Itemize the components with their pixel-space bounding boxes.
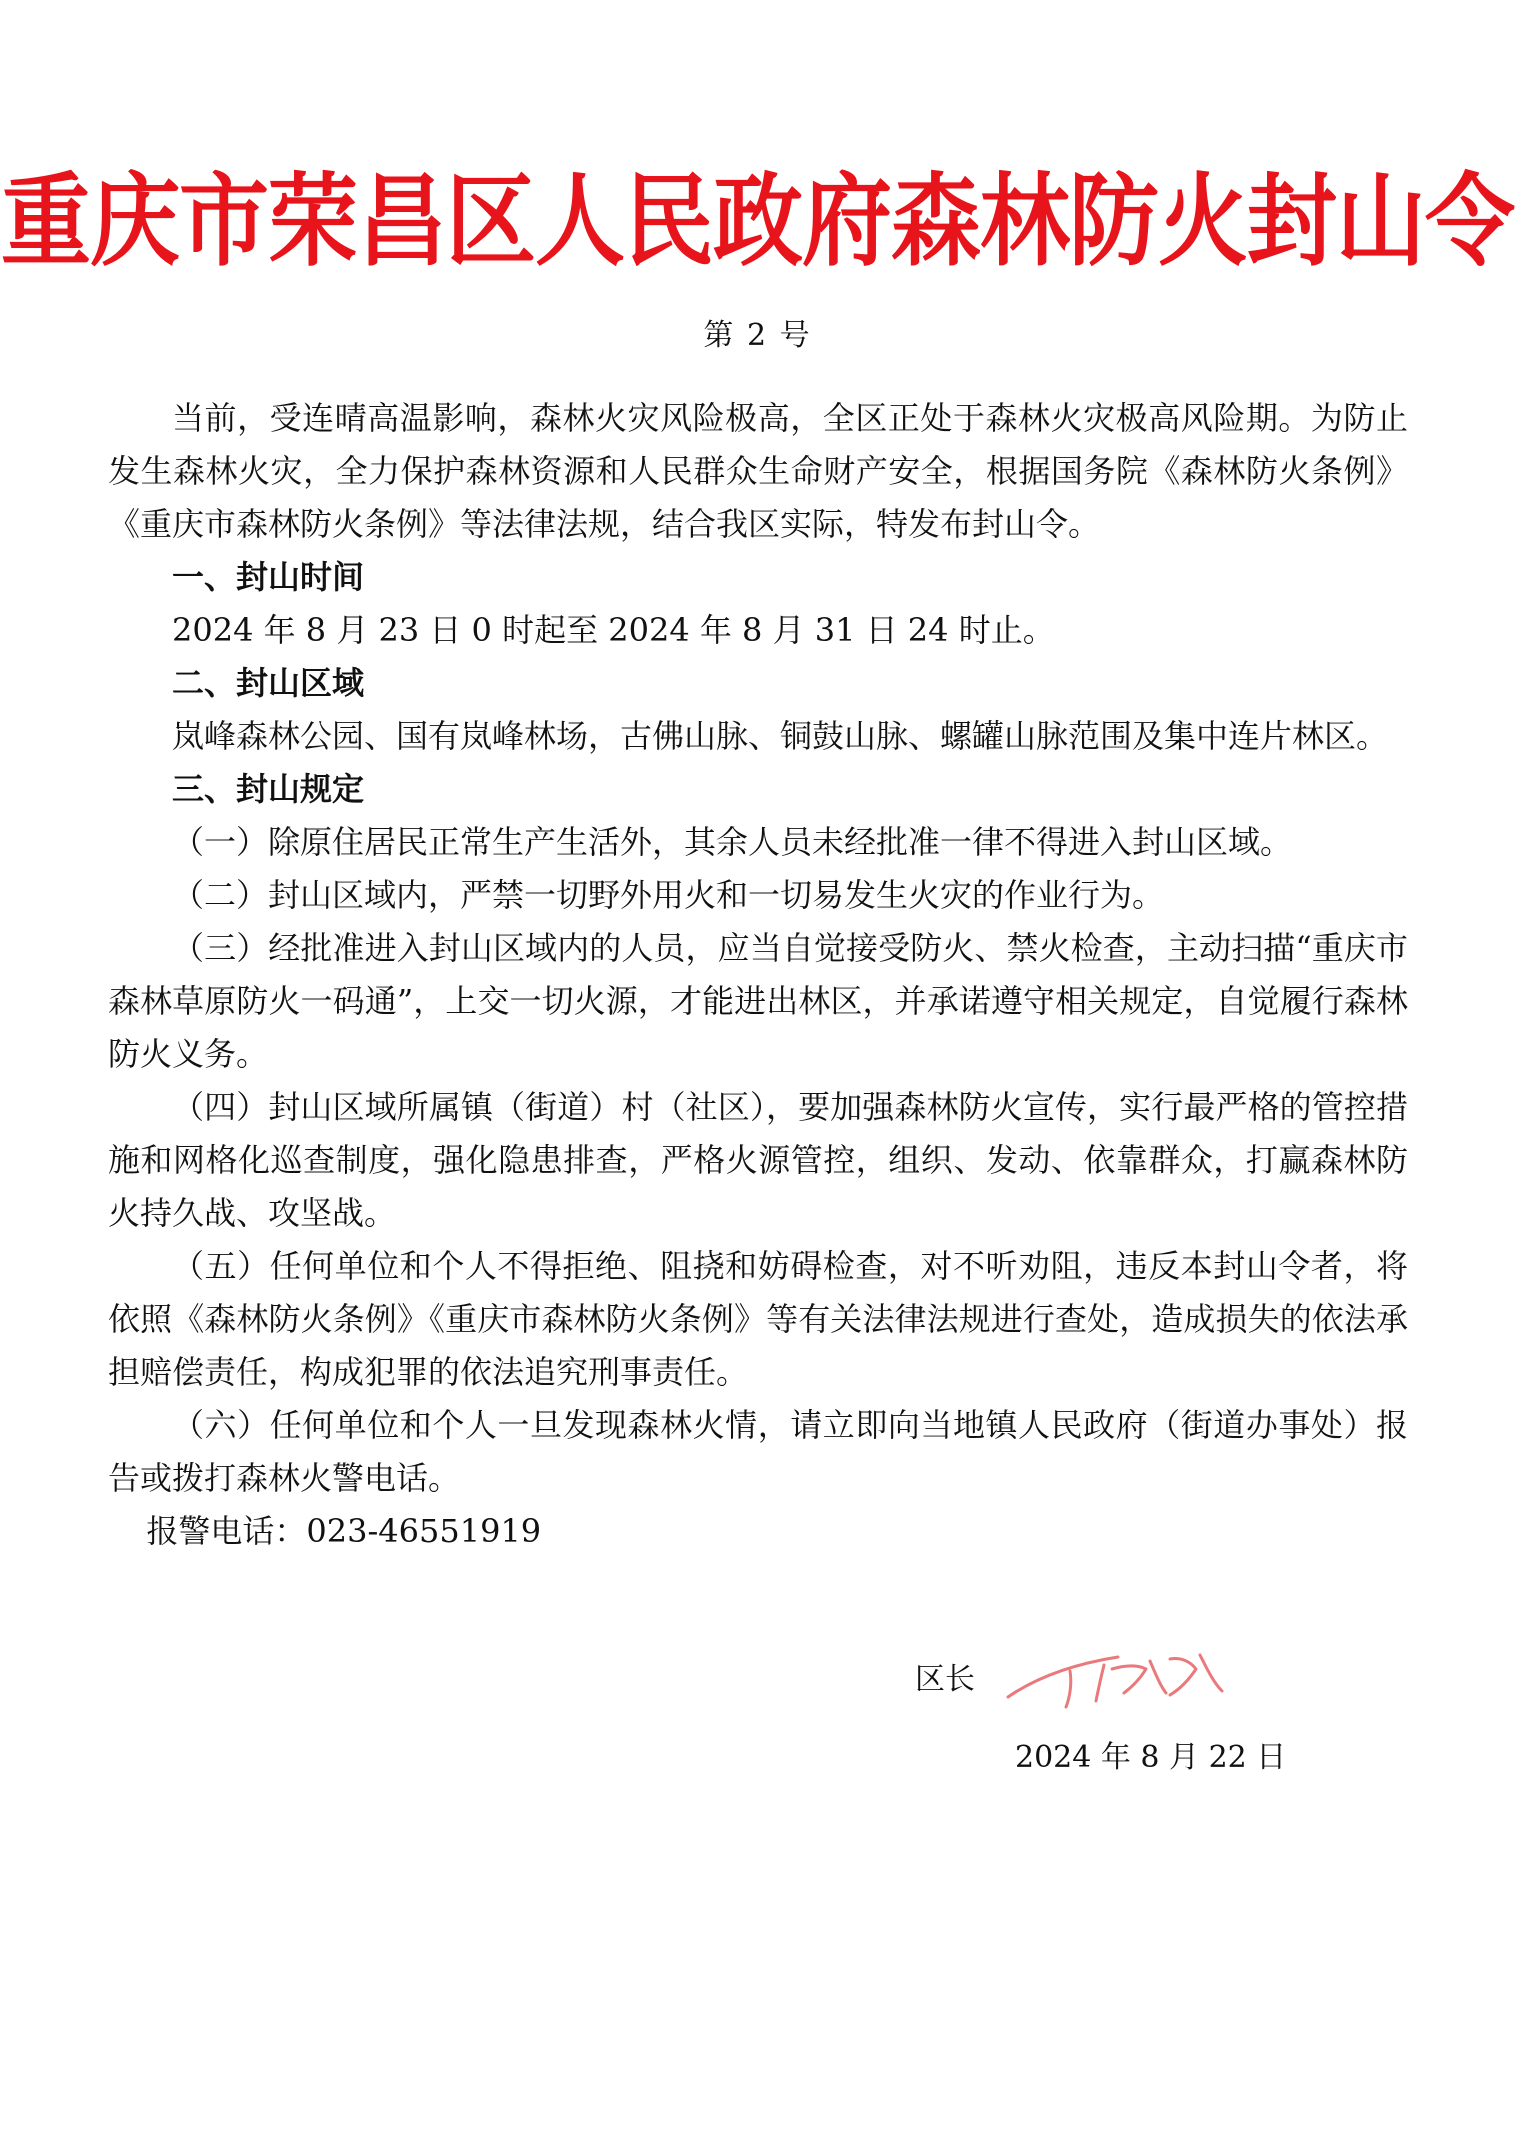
handwritten-signature	[1000, 1635, 1240, 1715]
document-number: 第 2 号	[703, 318, 812, 353]
section-heading-time: 一、封山时间	[172, 558, 365, 596]
section-heading-area: 二、封山区域	[172, 664, 365, 702]
signature-stroke	[1008, 1655, 1222, 1707]
section-paragraph: 2024 年 8 月 23 日 0 时起至 2024 年 8 月 31 日 24 时止。	[172, 611, 1055, 649]
rule-paragraph: （五）任何单位和个人不得拒绝、阻挠和妨碍检查，对不听劝阻，违反本封山令者，将依照《森林防火条例》《重庆市森林防火条例》等有关法律法规进行查处，造成损失的依法承担赔偿责任，构成犯罪的依法追究刑事责任。	[108, 1247, 1408, 1391]
document-title: 重庆市荣昌区人民政府森林防火封山令	[1, 162, 1514, 281]
document-body	[108, 392, 1408, 1558]
hotline-text: 报警电话：023-46551919	[146, 1512, 542, 1550]
rule-paragraph: （四）封山区域所属镇（街道）村（社区），要加强森林防火宣传，实行最严格的管控措施和网格化巡查制度，强化隐患排查，严格火源管控，组织、发动、依靠群众，打赢森林防火持久战、攻坚战。	[108, 1088, 1408, 1232]
rule-paragraph: （二）封山区域内，严禁一切野外用火和一切易发生火灾的作业行为。	[172, 876, 1165, 914]
rule-paragraph: （一）除原住居民正常生产生活外，其余人员未经批准一律不得进入封山区域。	[172, 823, 1293, 861]
section-paragraph: 岚峰森林公园、国有岚峰林场，古佛山脉、铜鼓山脉、螺罐山脉范围及集中连片林区。	[172, 717, 1389, 755]
signatory-label: 区长	[915, 1662, 975, 1697]
section-heading-rules: 三、封山规定	[172, 770, 365, 808]
rule-paragraph: （六）任何单位和个人一旦发现森林火情，请立即向当地镇人民政府（街道办事处）报告或拨打森林火警电话。	[108, 1406, 1408, 1497]
document-date: 2024 年 8 月 22 日	[1015, 1740, 1287, 1775]
preamble-paragraph: 当前，受连晴高温影响，森林火灾风险极高，全区正处于森林火灾极高风险期。为防止发生森林火灾，全力保护森林资源和人民群众生命财产安全，根据国务院《森林防火条例》《重庆市森林防火条例》等法律法规，结合我区实际，特发布封山令。	[108, 399, 1408, 543]
rule-paragraph: （三）经批准进入封山区域内的人员，应当自觉接受防火、禁火检查，主动扫描“重庆市森林草原防火一码通”，上交一切火源，才能进出林区，并承诺遵守相关规定，自觉履行森林防火义务。	[108, 929, 1408, 1073]
